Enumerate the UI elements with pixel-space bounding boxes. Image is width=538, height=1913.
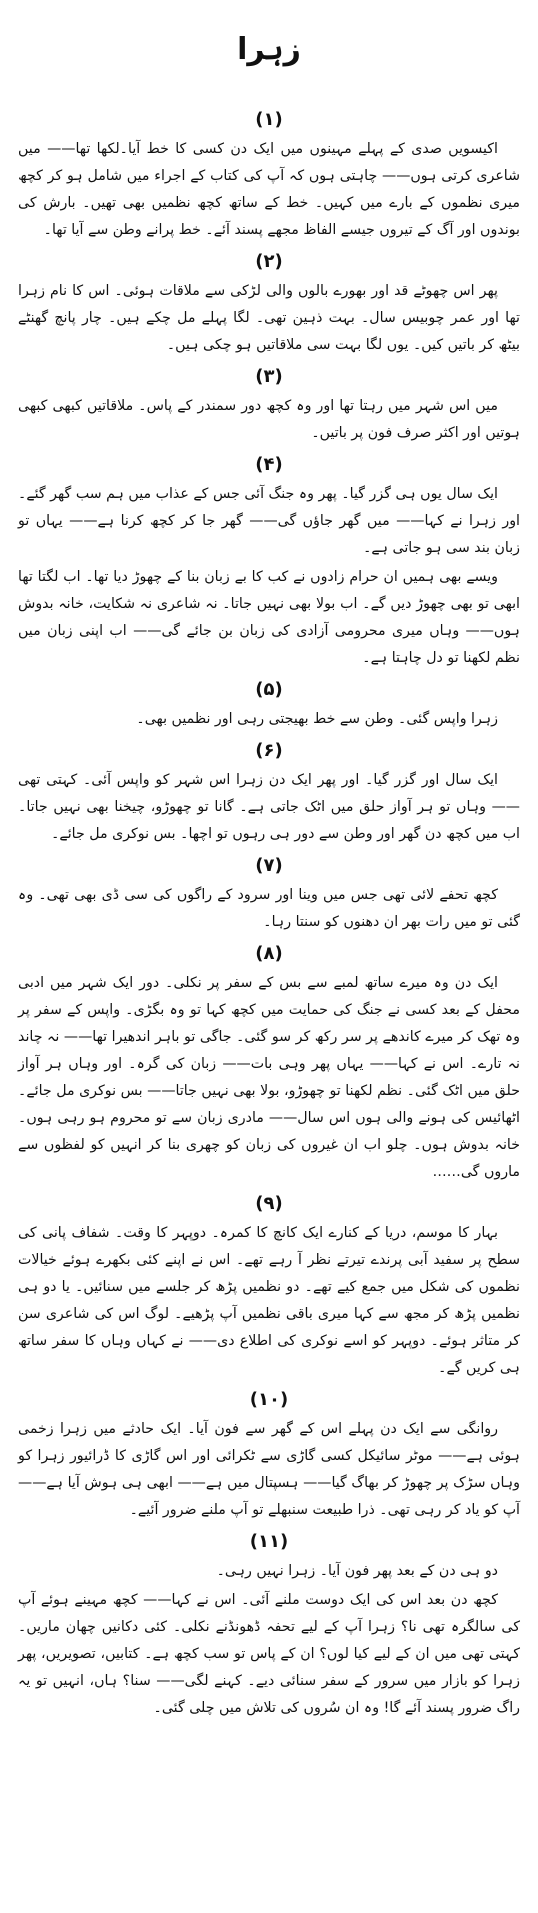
paragraph: ویسے بھی ہمیں ان حرام زادوں نے کب کا بے زبان بنا کے چھوڑ دیا تھا۔ اب لگتا تھا ابھی تو بھی چھوڑ دیں گے۔ اب بولا بھی نہیں جاتا۔ نہ شاعری نہ شکایت، خانہ بدوش ہوں—— وہاں میری محرومی آزادی کی زبان بن جائے گی—— اب اپنی زبان میں نظم لکھنا تو دل چاہتا ہے۔ [18, 569, 520, 666]
page-title: زہرا [237, 32, 301, 67]
paragraph: ایک سال یوں ہی گزر گیا۔ پھر وہ جنگ آئی جس کے عذاب میں ہم سب گھر گئے۔ اور زہرا نے کہا—— میں گھر جاؤں گی—— گھر جا کر کچھ کرنا ہے—— یہاں تو زبان بند سی ہو جاتی ہے۔ [18, 486, 520, 556]
paragraph: بہار کا موسم، دریا کے کنارے ایک کانچ کا کمرہ۔ دوپہر کا وقت۔ شفاف پانی کی سطح پر سفید آبی پرندے تیرتے نظر آ رہے تھے۔ اس نے اپنے کئی بکھرے ہوئے خیالات نظموں کی شکل میں جمع کیے تھے۔ دو نظمیں پڑھ کر جلسے میں سنائیں۔ یا دو ہی نظمیں پڑھ کر مجھ سے کہا میری باقی نظمیں آپ پڑھیے۔ لوگ اس کی شاعری سن کر متاثر ہوئے۔ دوپہر کو اسے نوکری کی اطلاع دی—— نے کہاں وہاں کا سفر ساتھ ہی کریں گے۔ [18, 1225, 520, 1376]
paragraph: زہرا واپس گئی۔ وطن سے خط بھیجتی رہی اور نظمیں بھی۔ [136, 711, 498, 727]
paragraph: ایک دن وہ میرے ساتھ لمبے سے بس کے سفر پر نکلی۔ دور ایک شہر میں ادبی محفل کے بعد کسی نے جنگ کی حمایت میں کچھ کہا تو وہ بگڑی۔ واپس کے سفر پر وہ تھک کر میرے کاندھے پر سر رکھ کر سو گئی۔ جاگی تو باہر اندھیرا تھا—— نہ چاند نہ تارے۔ اس نے کہا—— یہاں پھر وہی بات—— زبان کی گرہ۔ اور وہاں ہر آواز حلق میں اٹک گئی۔ نظم لکھنا تو چھوڑو، بولا بھی نہیں جاتا—— بس نوکری مل جائے۔ اٹھائیس کی ہونے والی ہوں اس سال—— مادری زبان سے تو محروم ہو رہی ہوں۔ خانہ بدوش ہوں۔ چلو اب ان غیروں کی زبان کو چھری بنا کر انہیں کو لفظوں سے ماروں گی…… [18, 975, 520, 1180]
section-number: (۹) [255, 1193, 283, 1214]
paragraph: میں اس شہر میں رہتا تھا اور وہ کچھ دور سمندر کے پاس۔ ملاقاتیں کبھی کبھی ہوتیں اور اکثر صرف فون پر باتیں۔ [18, 398, 520, 441]
section-number: (۷) [255, 855, 283, 876]
section-number: (۶) [255, 740, 283, 761]
section-number: (۵) [255, 679, 283, 700]
paragraph: روانگی سے ایک دن پہلے اس کے گھر سے فون آیا۔ ایک حادثے میں زہرا زخمی ہوئی ہے—— موٹر سائیکل کسی گاڑی سے ٹکرائی اور اس گاڑی کا ڈرائیور زہرا کو وہاں سڑک پر چھوڑ کر بھاگ گیا—— ہسپتال میں ہے—— ابھی ہی ہوش آیا ہے—— آپ کو یاد کر رہی تھی۔ ذرا طبیعت سنبھلے تو آپ ملنے ضرور آئیے۔ [18, 1421, 520, 1518]
paragraph: کچھ تحفے لائی تھی جس میں وینا اور سرود کے راگوں کی سی ڈی بھی تھی۔ وہ گئی تو میں رات بھر ان دھنوں کو سنتا رہا۔ [18, 887, 520, 930]
paragraph: ایک سال اور گزر گیا۔ اور پھر ایک دن زہرا اس شہر کو واپس آئی۔ کہتی تھی—— وہاں تو ہر آواز حلق میں اٹک جاتی ہے۔ گانا تو چھوڑو، چیخنا بھی نہیں جاتا۔ اب میں کچھ دن گھر اور وطن سے دور ہی رہوں تو اچھا۔ بس نوکری مل جائے۔ [18, 772, 520, 842]
section-number: (۲) [255, 251, 283, 272]
section-2 [18, 250, 520, 359]
section-9 [18, 1192, 520, 1382]
section-1 [18, 108, 520, 244]
section-10 [18, 1388, 520, 1524]
section-number: (۴) [255, 454, 283, 475]
section-4 [18, 453, 520, 672]
section-7 [18, 854, 520, 936]
section-11 [18, 1530, 520, 1722]
section-number: (۱۰) [249, 1389, 289, 1410]
paragraph: پھر اس چھوٹے قد اور بھورے بالوں والی لڑکی سے ملاقات ہوئی۔ اس کا نام زہرا تھا اور عمر چوبیس سال۔ بہت ذہین تھی۔ لگا پہلے مل چکے ہیں۔ چار پانچ گھنٹے بیٹھ کر باتیں کیں۔ یوں لگا بہت سی ملاقاتیں ہو چکی ہیں۔ [18, 283, 520, 353]
paragraph: کچھ دن بعد اس کی ایک دوست ملنے آئی۔ اس نے کہا—— کچھ مہینے ہوئے آپ کی سالگرہ تھی نا؟ زہرا آپ کے لیے تحفہ ڈھونڈنے نکلی۔ کئی دکانیں چھان ماریں۔ کہتی تھی میں ان کے لیے کیا لوں؟ ان کے پاس تو سب کچھ ہے۔ کتابیں، تصویریں، پھر زہرا کو بازار میں سرور کے سفر سنائی دیے۔ کہنے لگی—— سنا؟ ہاں، انہیں تو یہ راگ ضرور پسند آئے گا! وہ ان سُروں کی تلاش میں چلی گئی۔ [18, 1592, 520, 1716]
paragraph: اکیسویں صدی کے پہلے مہینوں میں ایک دن کسی کا خط آیا۔لکھا تھا—— میں شاعری کرتی ہوں—— چاہتی ہوں کہ آپ کی کتاب کے اجراء میں شامل ہو کر کچھ میری نظموں کے بارے میں کہیں۔ خط کے ساتھ کچھ نظمیں بھی تھیں۔ بارش کی بوندوں اور آگ کے تیروں جیسے الفاظ مجھے پسند آئے۔ خط پرانے وطن سے آیا تھا۔ [18, 141, 520, 238]
paragraph: دو ہی دن کے بعد پھر فون آیا۔ زہرا نہیں رہی۔ [216, 1563, 498, 1579]
section-3 [18, 365, 520, 447]
section-6 [18, 739, 520, 848]
section-number: (۸) [255, 943, 283, 964]
section-number: (۱) [255, 109, 283, 130]
section-8 [18, 942, 520, 1186]
section-number: (۱۱) [249, 1531, 289, 1552]
section-number: (۳) [255, 366, 283, 387]
section-5 [18, 678, 520, 733]
